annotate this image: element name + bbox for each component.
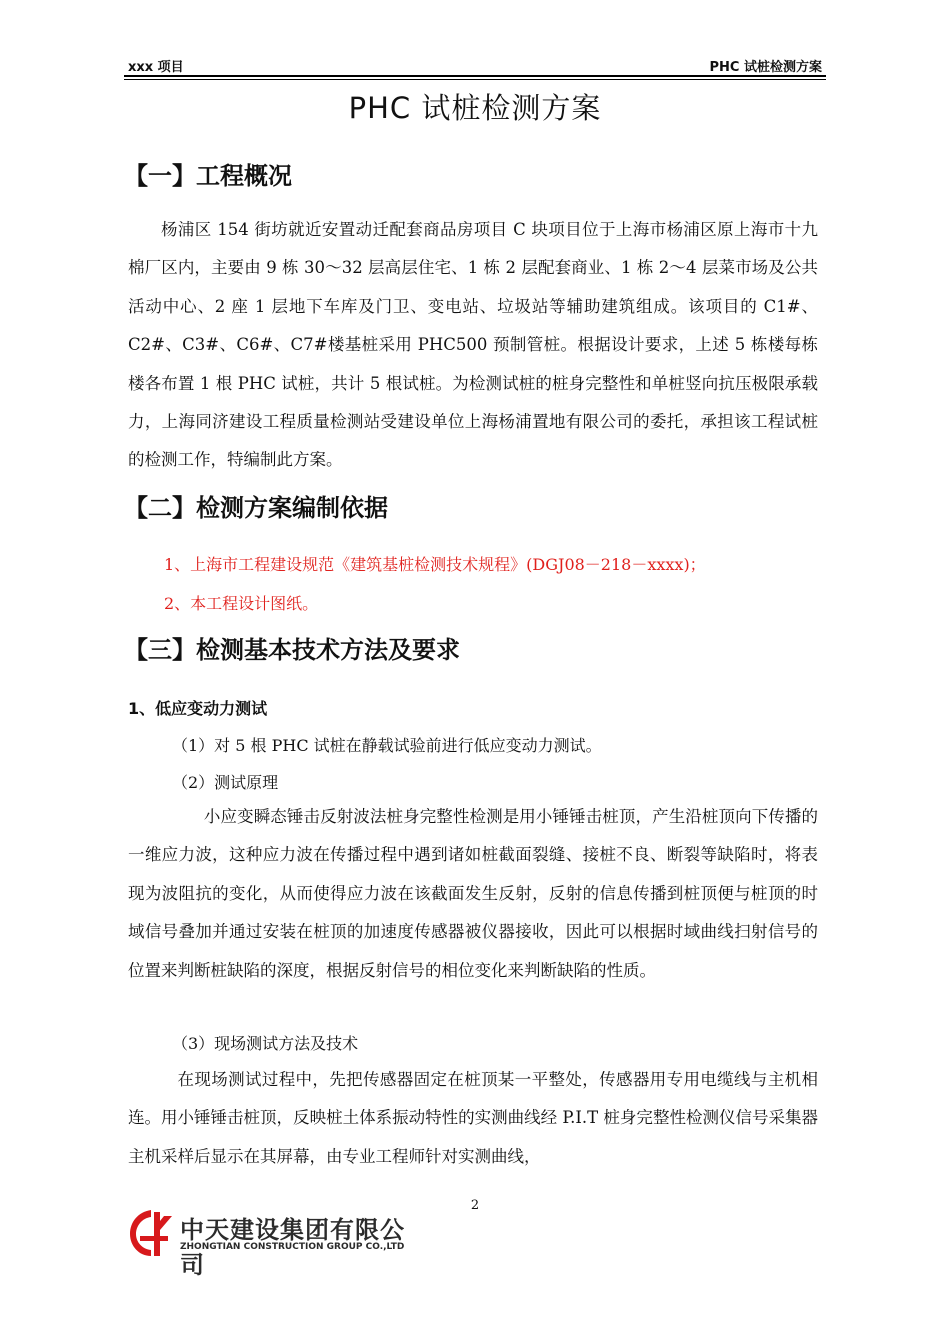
zhongtian-logo-icon [128, 1206, 174, 1260]
company-name-en: ZHONGTIAN CONSTRUCTION GROUP CO.,LTD [180, 1242, 405, 1252]
header-project: xxx 项目 [128, 60, 184, 75]
page-number: 2 [470, 1198, 480, 1213]
header-doc-title: PHC 试桩检测方案 [709, 60, 822, 75]
field-test-paragraph: 在现场测试过程中，先把传感器固定在桩顶某一平整处，传感器用专用电缆线与主机相连。用小锤锤击桩顶，反映桩土体系振动特性的实测曲线经 P.I.T 桩身完整性检测仪信号采集器主机采样后显示在其屏幕，由专业工程师针对实测曲线， [128, 1070, 818, 1166]
company-logo [128, 1206, 408, 1279]
section-heading-basis: 【二】检测方案编制依据 [124, 494, 388, 522]
section-heading-methods: 【三】检测基本技术方法及要求 [124, 636, 460, 664]
subheading-low-strain: 1、低应变动力测试 [128, 699, 268, 718]
company-name-cn: 中天建设集团有限公司 [180, 1216, 405, 1279]
method-item-1: （1）对 5 根 PHC 试桩在静载试验前进行低应变动力测试。 [172, 736, 602, 755]
header-rule [124, 75, 826, 77]
principle-paragraph: 小应变瞬态锤击反射波法桩身完整性检测是用小锤锤击桩顶，产生沿桩顶向下传播的一维应力波，这种应力波在传播过程中遇到诸如桩截面裂缝、接桩不良、断裂等缺陷时，将表现为波阻抗的变化，从而使得应力波在该截面发生反射，反射的信息传播到桩顶便与桩顶的时域信号叠加并通过安装在桩顶的加速度传感器被仪器接收，因此可以根据时域曲线扫射信号的位置来判断桩缺陷的深度，根据反射信号的相位变化来判断缺陷的性质。 [128, 807, 818, 980]
page-title: PHC 试桩检测方案 [348, 91, 602, 125]
section-heading-overview: 【一】工程概况 [124, 162, 292, 190]
overview-paragraph: 杨浦区 154 街坊就近安置动迁配套商品房项目 C 块项目位于上海市杨浦区原上海市十九棉厂区内，主要由 9 栋 30～32 层高层住宅、1 栋 2 层配套商业、1 栋 2～4 层菜市场及公共活动中心、2 座 1 层地下车库及门卫、变电站、垃圾站等辅助建筑组成。该项目的 C1#、C2#、C3#、C6#、C7#楼基桩采用 PHC500 预制管桩。根据设计要求，上述 5 栋楼每栋楼各布置 1 根 PHC 试桩，共计 5 根试桩。为检测试桩的桩身完整性和单桩竖向抗压极限承载力，上海同济建设工程质量检测站受建设单位上海杨浦置地有限公司的委托，承担该工程试桩的检测工作，特编制此方案。 [128, 220, 818, 470]
method-item-3: （3）现场测试方法及技术 [172, 1034, 359, 1053]
basis-item-1: 1、上海市工程建设规范《建筑基桩检测技术规程》(DGJ08－218－xxxx)； [164, 555, 706, 574]
header-rule-thin [124, 79, 826, 80]
method-item-2: （2）测试原理 [172, 773, 279, 792]
basis-item-2: 2、本工程设计图纸。 [164, 594, 319, 613]
